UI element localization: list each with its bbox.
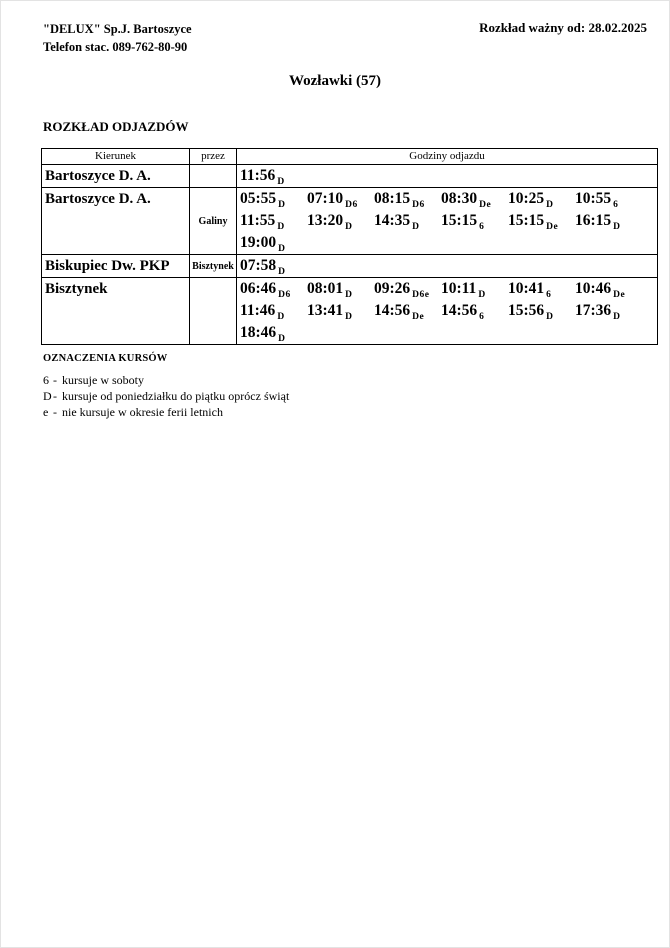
table-header-row bbox=[42, 149, 657, 165]
legend-symbol: 6 bbox=[43, 373, 49, 387]
departure-time: 13:41 bbox=[307, 302, 344, 319]
times-cell bbox=[237, 255, 657, 277]
departure-time-entry bbox=[307, 278, 374, 300]
time-marks: 6 bbox=[546, 290, 552, 300]
legend-item bbox=[43, 372, 669, 388]
legend-symbol: D bbox=[43, 389, 52, 403]
legend-separator: - bbox=[53, 373, 57, 387]
departure-time-entry bbox=[508, 278, 575, 300]
departure-time: 07:10 bbox=[307, 190, 344, 207]
table-row bbox=[42, 165, 657, 188]
departure-time: 07:58 bbox=[240, 257, 277, 274]
departure-time: 18:46 bbox=[240, 324, 277, 341]
legend-symbol: e bbox=[43, 405, 49, 419]
departure-time: 08:01 bbox=[307, 280, 344, 297]
legend bbox=[43, 353, 669, 420]
column-header-via: przez bbox=[190, 149, 237, 164]
departure-time: 10:46 bbox=[575, 280, 612, 297]
times-cell bbox=[237, 278, 657, 344]
departure-time: 16:15 bbox=[575, 212, 612, 229]
table-row bbox=[42, 255, 657, 278]
departure-time-entry bbox=[240, 210, 307, 232]
departure-time-entry bbox=[508, 300, 575, 322]
departure-time: 10:41 bbox=[508, 280, 545, 297]
departure-time-entry bbox=[307, 300, 374, 322]
legend-description: kursuje od poniedziałku do piątku oprócz świąt bbox=[62, 389, 290, 403]
time-marks: D bbox=[613, 312, 621, 322]
departure-time-entry bbox=[575, 278, 642, 300]
departure-time-entry bbox=[240, 188, 307, 210]
times-cell bbox=[237, 188, 657, 254]
legend-heading: OZNACZENIA KURSÓW bbox=[43, 353, 168, 364]
via-cell bbox=[190, 165, 237, 187]
direction-cell: Bisztynek bbox=[42, 278, 190, 344]
time-marks: D bbox=[478, 290, 486, 300]
departure-time: 10:25 bbox=[508, 190, 545, 207]
time-marks: D bbox=[277, 222, 285, 232]
time-marks: 6 bbox=[613, 200, 619, 210]
departure-time-entry bbox=[508, 210, 575, 232]
departure-time: 15:15 bbox=[508, 212, 545, 229]
time-marks: De bbox=[479, 200, 492, 210]
departures-heading: ROZKŁAD ODJAZDÓW bbox=[43, 119, 189, 134]
departure-time-entry bbox=[508, 188, 575, 210]
departure-time: 10:11 bbox=[441, 280, 477, 297]
departure-time-entry bbox=[240, 165, 307, 187]
departure-time-entry bbox=[441, 278, 508, 300]
time-marks: De bbox=[412, 312, 425, 322]
time-marks: De bbox=[546, 222, 559, 232]
departure-time-entry bbox=[374, 188, 441, 210]
departure-time-entry bbox=[374, 278, 441, 300]
table-row bbox=[42, 278, 657, 344]
page-header bbox=[43, 20, 647, 56]
time-marks: D bbox=[613, 222, 621, 232]
departure-time-entry bbox=[240, 232, 307, 254]
company-name: "DELUX" Sp.J. Bartoszyce bbox=[43, 22, 192, 36]
departure-time-entry bbox=[240, 255, 307, 277]
time-marks: D6 bbox=[412, 200, 425, 210]
column-header-direction: Kierunek bbox=[42, 149, 190, 164]
time-marks: De bbox=[613, 290, 626, 300]
time-marks: D bbox=[278, 267, 286, 277]
time-marks: D bbox=[412, 222, 420, 232]
departure-time: 14:35 bbox=[374, 212, 411, 229]
time-marks: D bbox=[546, 200, 554, 210]
time-marks: D bbox=[345, 312, 353, 322]
time-marks: 6 bbox=[479, 222, 485, 232]
departure-time-entry bbox=[240, 278, 307, 300]
direction-cell: Biskupiec Dw. PKP bbox=[42, 255, 190, 277]
departure-time: 14:56 bbox=[441, 302, 478, 319]
departure-time: 08:15 bbox=[374, 190, 411, 207]
departure-time-entry bbox=[441, 188, 508, 210]
time-marks: D bbox=[278, 244, 286, 254]
legend-description: nie kursuje w okresie ferii letnich bbox=[62, 405, 223, 419]
time-marks: D bbox=[546, 312, 554, 322]
legend-separator: - bbox=[53, 389, 57, 403]
via-cell: Galiny bbox=[190, 188, 237, 254]
departures-table bbox=[41, 148, 658, 345]
time-marks: D bbox=[278, 334, 286, 344]
validity-date: Rozkład ważny od: 28.02.2025 bbox=[479, 20, 647, 35]
departure-time: 14:56 bbox=[374, 302, 411, 319]
departure-time-entry bbox=[307, 188, 374, 210]
departure-time: 10:55 bbox=[575, 190, 612, 207]
legend-items bbox=[43, 372, 669, 420]
departure-time: 06:46 bbox=[240, 280, 277, 297]
departure-time-entry bbox=[374, 300, 441, 322]
departure-time: 09:26 bbox=[374, 280, 411, 297]
direction-cell: Bartoszyce D. A. bbox=[42, 165, 190, 187]
time-marks: D6 bbox=[345, 200, 358, 210]
company-phone: Telefon stac. 089-762-80-90 bbox=[43, 40, 188, 54]
time-marks: D bbox=[277, 312, 285, 322]
via-cell: Bisztynek bbox=[190, 255, 237, 277]
departure-time: 05:55 bbox=[240, 190, 277, 207]
column-header-times: Godziny odjazdu bbox=[409, 150, 485, 162]
departure-time-entry bbox=[441, 300, 508, 322]
departure-time-entry bbox=[575, 300, 642, 322]
departure-time: 08:30 bbox=[441, 190, 478, 207]
time-marks: D bbox=[278, 200, 286, 210]
departure-time: 15:15 bbox=[441, 212, 478, 229]
departure-time-entry bbox=[575, 210, 642, 232]
departure-time-entry bbox=[240, 322, 307, 344]
legend-separator: - bbox=[53, 405, 57, 419]
departure-time: 15:56 bbox=[508, 302, 545, 319]
table-row bbox=[42, 188, 657, 255]
legend-item bbox=[43, 404, 669, 420]
legend-description: kursuje w soboty bbox=[62, 373, 144, 387]
timetable-body bbox=[42, 165, 657, 344]
departure-time: 13:20 bbox=[307, 212, 344, 229]
departure-time: 19:00 bbox=[240, 234, 277, 251]
time-marks: D bbox=[277, 177, 285, 187]
departure-time-entry bbox=[441, 210, 508, 232]
time-marks: D6 bbox=[278, 290, 291, 300]
departure-time: 11:55 bbox=[240, 212, 276, 229]
departure-time-entry bbox=[307, 210, 374, 232]
time-marks: D6e bbox=[412, 290, 430, 300]
page-title: Wozławki (57) bbox=[288, 73, 382, 89]
departure-time-entry bbox=[575, 188, 642, 210]
departure-time-entry bbox=[374, 210, 441, 232]
departure-time: 17:36 bbox=[575, 302, 612, 319]
legend-item bbox=[43, 388, 669, 404]
direction-cell: Bartoszyce D. A. bbox=[42, 188, 190, 254]
time-marks: D bbox=[345, 222, 353, 232]
departure-time: 11:46 bbox=[240, 302, 276, 319]
departure-time-entry bbox=[240, 300, 307, 322]
time-marks: 6 bbox=[479, 312, 485, 322]
times-cell bbox=[237, 165, 657, 187]
company-info bbox=[43, 20, 192, 56]
departure-time: 11:56 bbox=[240, 167, 276, 184]
via-cell bbox=[190, 278, 237, 344]
time-marks: D bbox=[345, 290, 353, 300]
